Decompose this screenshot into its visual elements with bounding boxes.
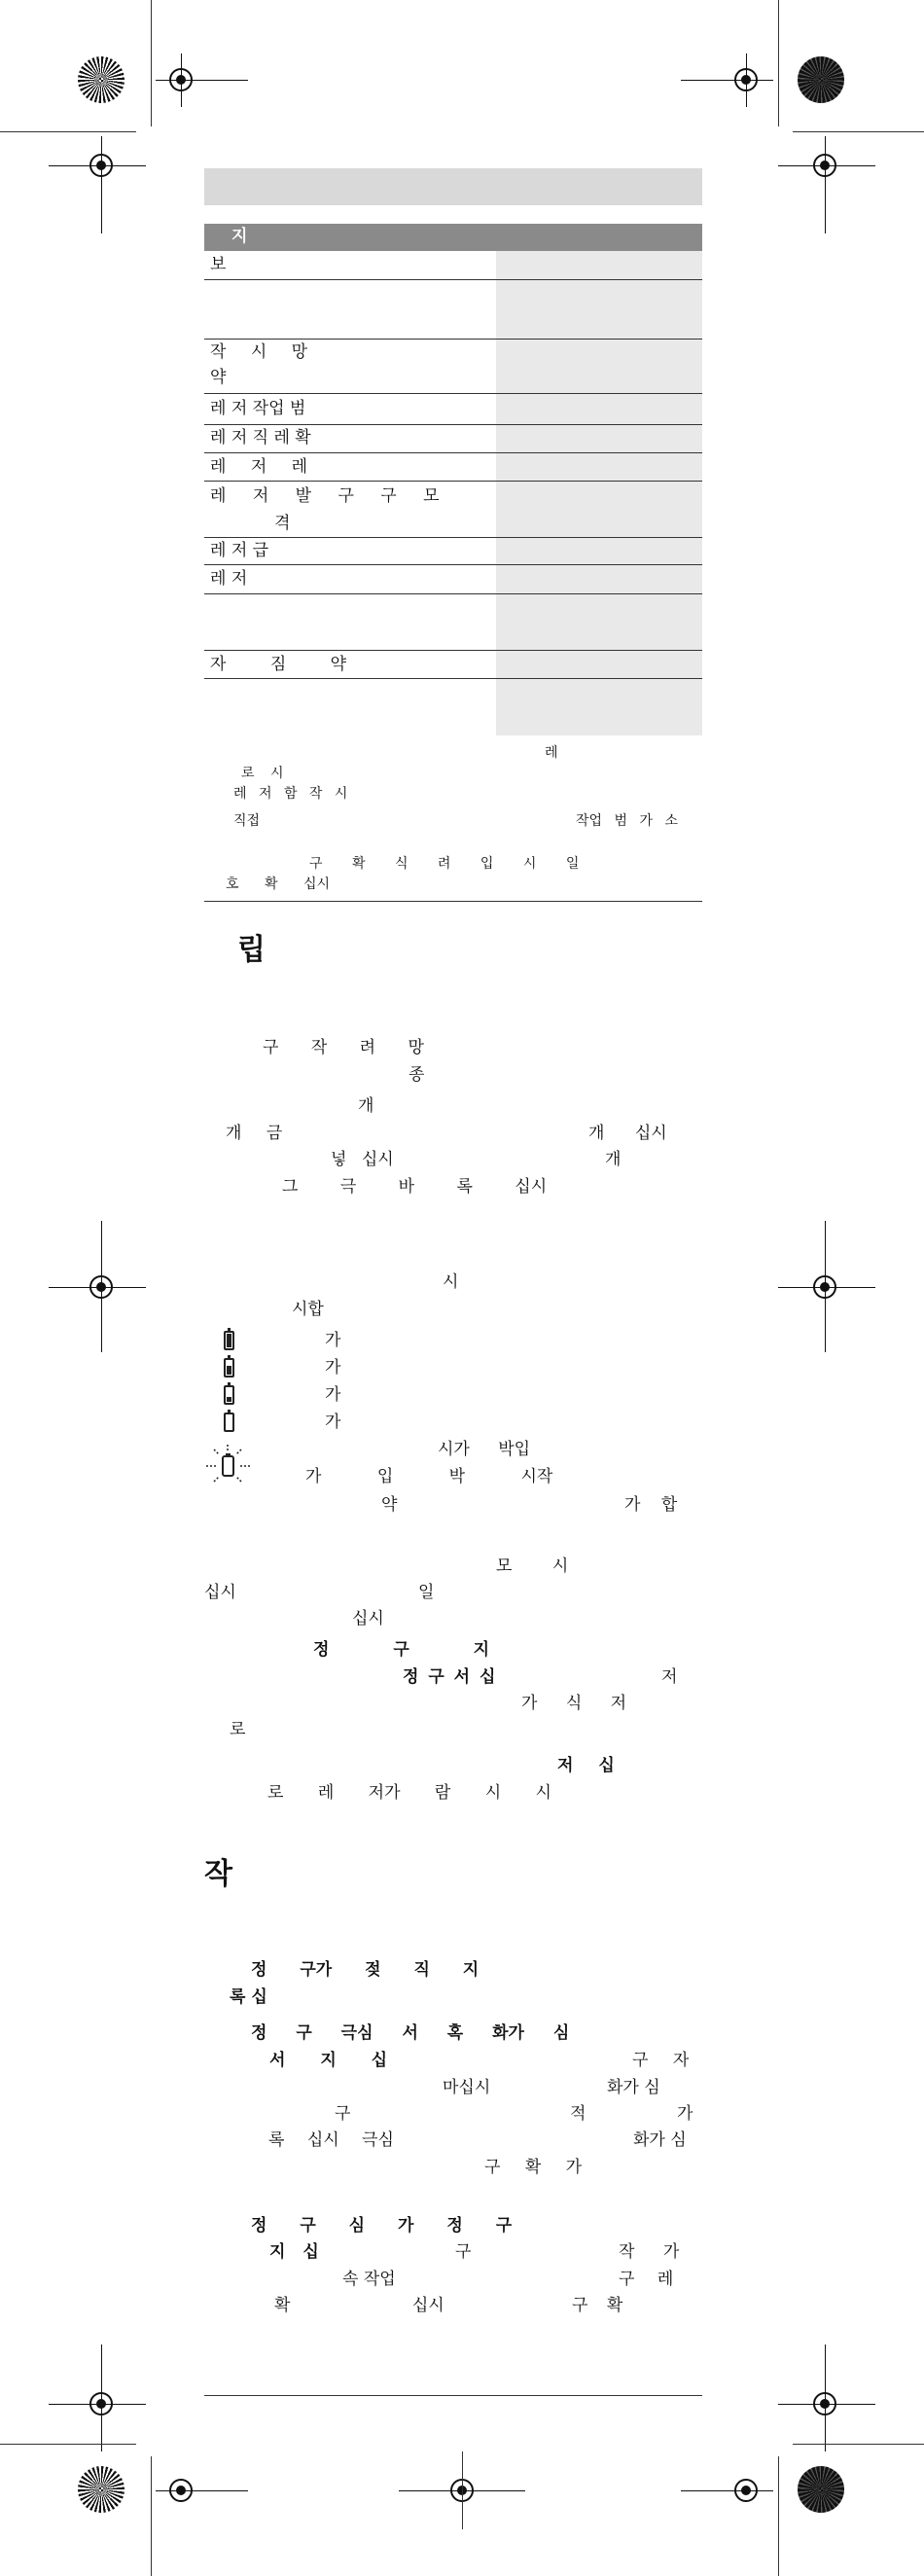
footnote: 작업 범 가 소	[576, 813, 678, 829]
body-line: 일	[418, 1583, 435, 1602]
table-row-label: 레 저 직 레 확	[210, 428, 311, 447]
top-grey-bar	[204, 168, 702, 205]
body-line: 작 가	[619, 2242, 680, 2262]
battery-status-text: 가	[325, 1331, 341, 1350]
body-line: 개	[358, 1096, 374, 1116]
footnote: 레 저 함 작 시	[233, 786, 348, 802]
bold-line: 정 구가 젖 직 지	[251, 1960, 480, 1980]
body-line: 저	[661, 1667, 678, 1687]
bold-line: 정 구 서 십	[403, 1667, 496, 1687]
body-line: 확 십시	[274, 2296, 444, 2315]
body-line: 십시	[204, 1583, 236, 1602]
table-row-label: 작 시 망	[210, 342, 308, 362]
body-line: 가	[677, 2104, 693, 2124]
body-line: 구	[455, 2242, 472, 2262]
footnote: 구 확 식 려 입 시 일	[309, 856, 580, 872]
body-line: 모 시	[496, 1556, 569, 1576]
table-row-label: 약	[210, 368, 227, 387]
body-line: 화가 심	[633, 2130, 687, 2150]
body-line: 십시	[352, 1609, 384, 1628]
footnote: 직접	[233, 813, 261, 829]
bold-line: 록 십	[230, 1987, 267, 2007]
body-line: 개 금	[226, 1124, 283, 1143]
body-line: 가 입 박 시작	[305, 1467, 553, 1486]
section-heading: 립	[237, 933, 266, 967]
table-row-label: 보	[210, 255, 227, 274]
color-target-icon	[798, 2466, 844, 2513]
body-line: 개 십시	[588, 1124, 667, 1143]
body-line: 구 자	[632, 2051, 690, 2070]
footnote: 호 확 십시	[226, 877, 330, 892]
footnote: 로 시	[241, 766, 284, 781]
body-line: 가 합	[624, 1495, 678, 1515]
table-header	[204, 224, 702, 251]
table-row-label: 자 짐 약	[210, 655, 347, 674]
footer-rule	[204, 2395, 702, 2396]
body-line: 약	[381, 1495, 398, 1515]
table-row-label: 레 저 작업 범	[210, 399, 306, 418]
body-line: 화가 심	[607, 2078, 660, 2097]
body-line: 구	[335, 2104, 351, 2124]
table-row-label: 레 저	[210, 569, 248, 589]
battery-one-third-icon	[224, 1385, 234, 1405]
body-line: 종	[409, 1065, 425, 1085]
body-line: 개	[605, 1150, 622, 1169]
footnote: 레	[545, 745, 558, 761]
color-target-icon	[798, 56, 844, 103]
body-line: 적	[570, 2104, 586, 2124]
body-line: 마십시	[443, 2078, 491, 2097]
battery-full-icon	[224, 1331, 234, 1350]
body-line: 구 레	[619, 2270, 674, 2289]
battery-two-thirds-icon	[224, 1358, 234, 1377]
table-header-label: 지	[231, 227, 248, 246]
body-line: 속 작업	[342, 2270, 396, 2289]
body-line: 시	[443, 1272, 459, 1292]
table-row-label: 격	[274, 514, 291, 533]
battery-blinking-icon	[204, 1445, 253, 1489]
bold-line: 저 십	[557, 1756, 615, 1775]
bold-line: 정 구 지	[313, 1640, 490, 1660]
bold-line: 서 지 십	[269, 2051, 388, 2070]
bold-line: 지 십	[269, 2242, 319, 2262]
body-line: 가 식 저	[521, 1694, 627, 1713]
body-line: 로 레 저가 람 시 시	[267, 1783, 551, 1803]
table-row-label: 레 저 레	[210, 457, 308, 477]
color-target-icon	[78, 2466, 124, 2513]
table-row-label: 레 저 급	[210, 541, 269, 560]
table-row-label: 레 저 발 구 구 모	[210, 486, 440, 506]
bold-line: 정 구 극심 서 혹 화가 심	[251, 2023, 570, 2043]
battery-status-text: 가	[325, 1358, 341, 1377]
body-line: 시가 박입	[438, 1440, 531, 1459]
body-line: 시합	[292, 1300, 324, 1319]
body-line: 록 십시 극심	[268, 2130, 394, 2150]
body-line: 구 확	[572, 2296, 623, 2315]
battery-status-text: 가	[325, 1385, 341, 1405]
body-line: 구 확 가	[484, 2158, 583, 2177]
body-line: 그 극 바 록 십시	[282, 1177, 548, 1197]
body-line: 넣 십시	[331, 1150, 394, 1169]
color-target-icon	[78, 56, 124, 103]
battery-empty-icon	[224, 1413, 234, 1432]
body-line: 구 작 려 망	[263, 1038, 424, 1057]
body-line: 로	[230, 1720, 246, 1739]
section-heading: 작	[204, 1857, 232, 1891]
bold-line: 정 구 심 가 정 구	[251, 2216, 513, 2236]
value-column	[496, 251, 702, 735]
battery-status-text: 가	[325, 1413, 341, 1432]
